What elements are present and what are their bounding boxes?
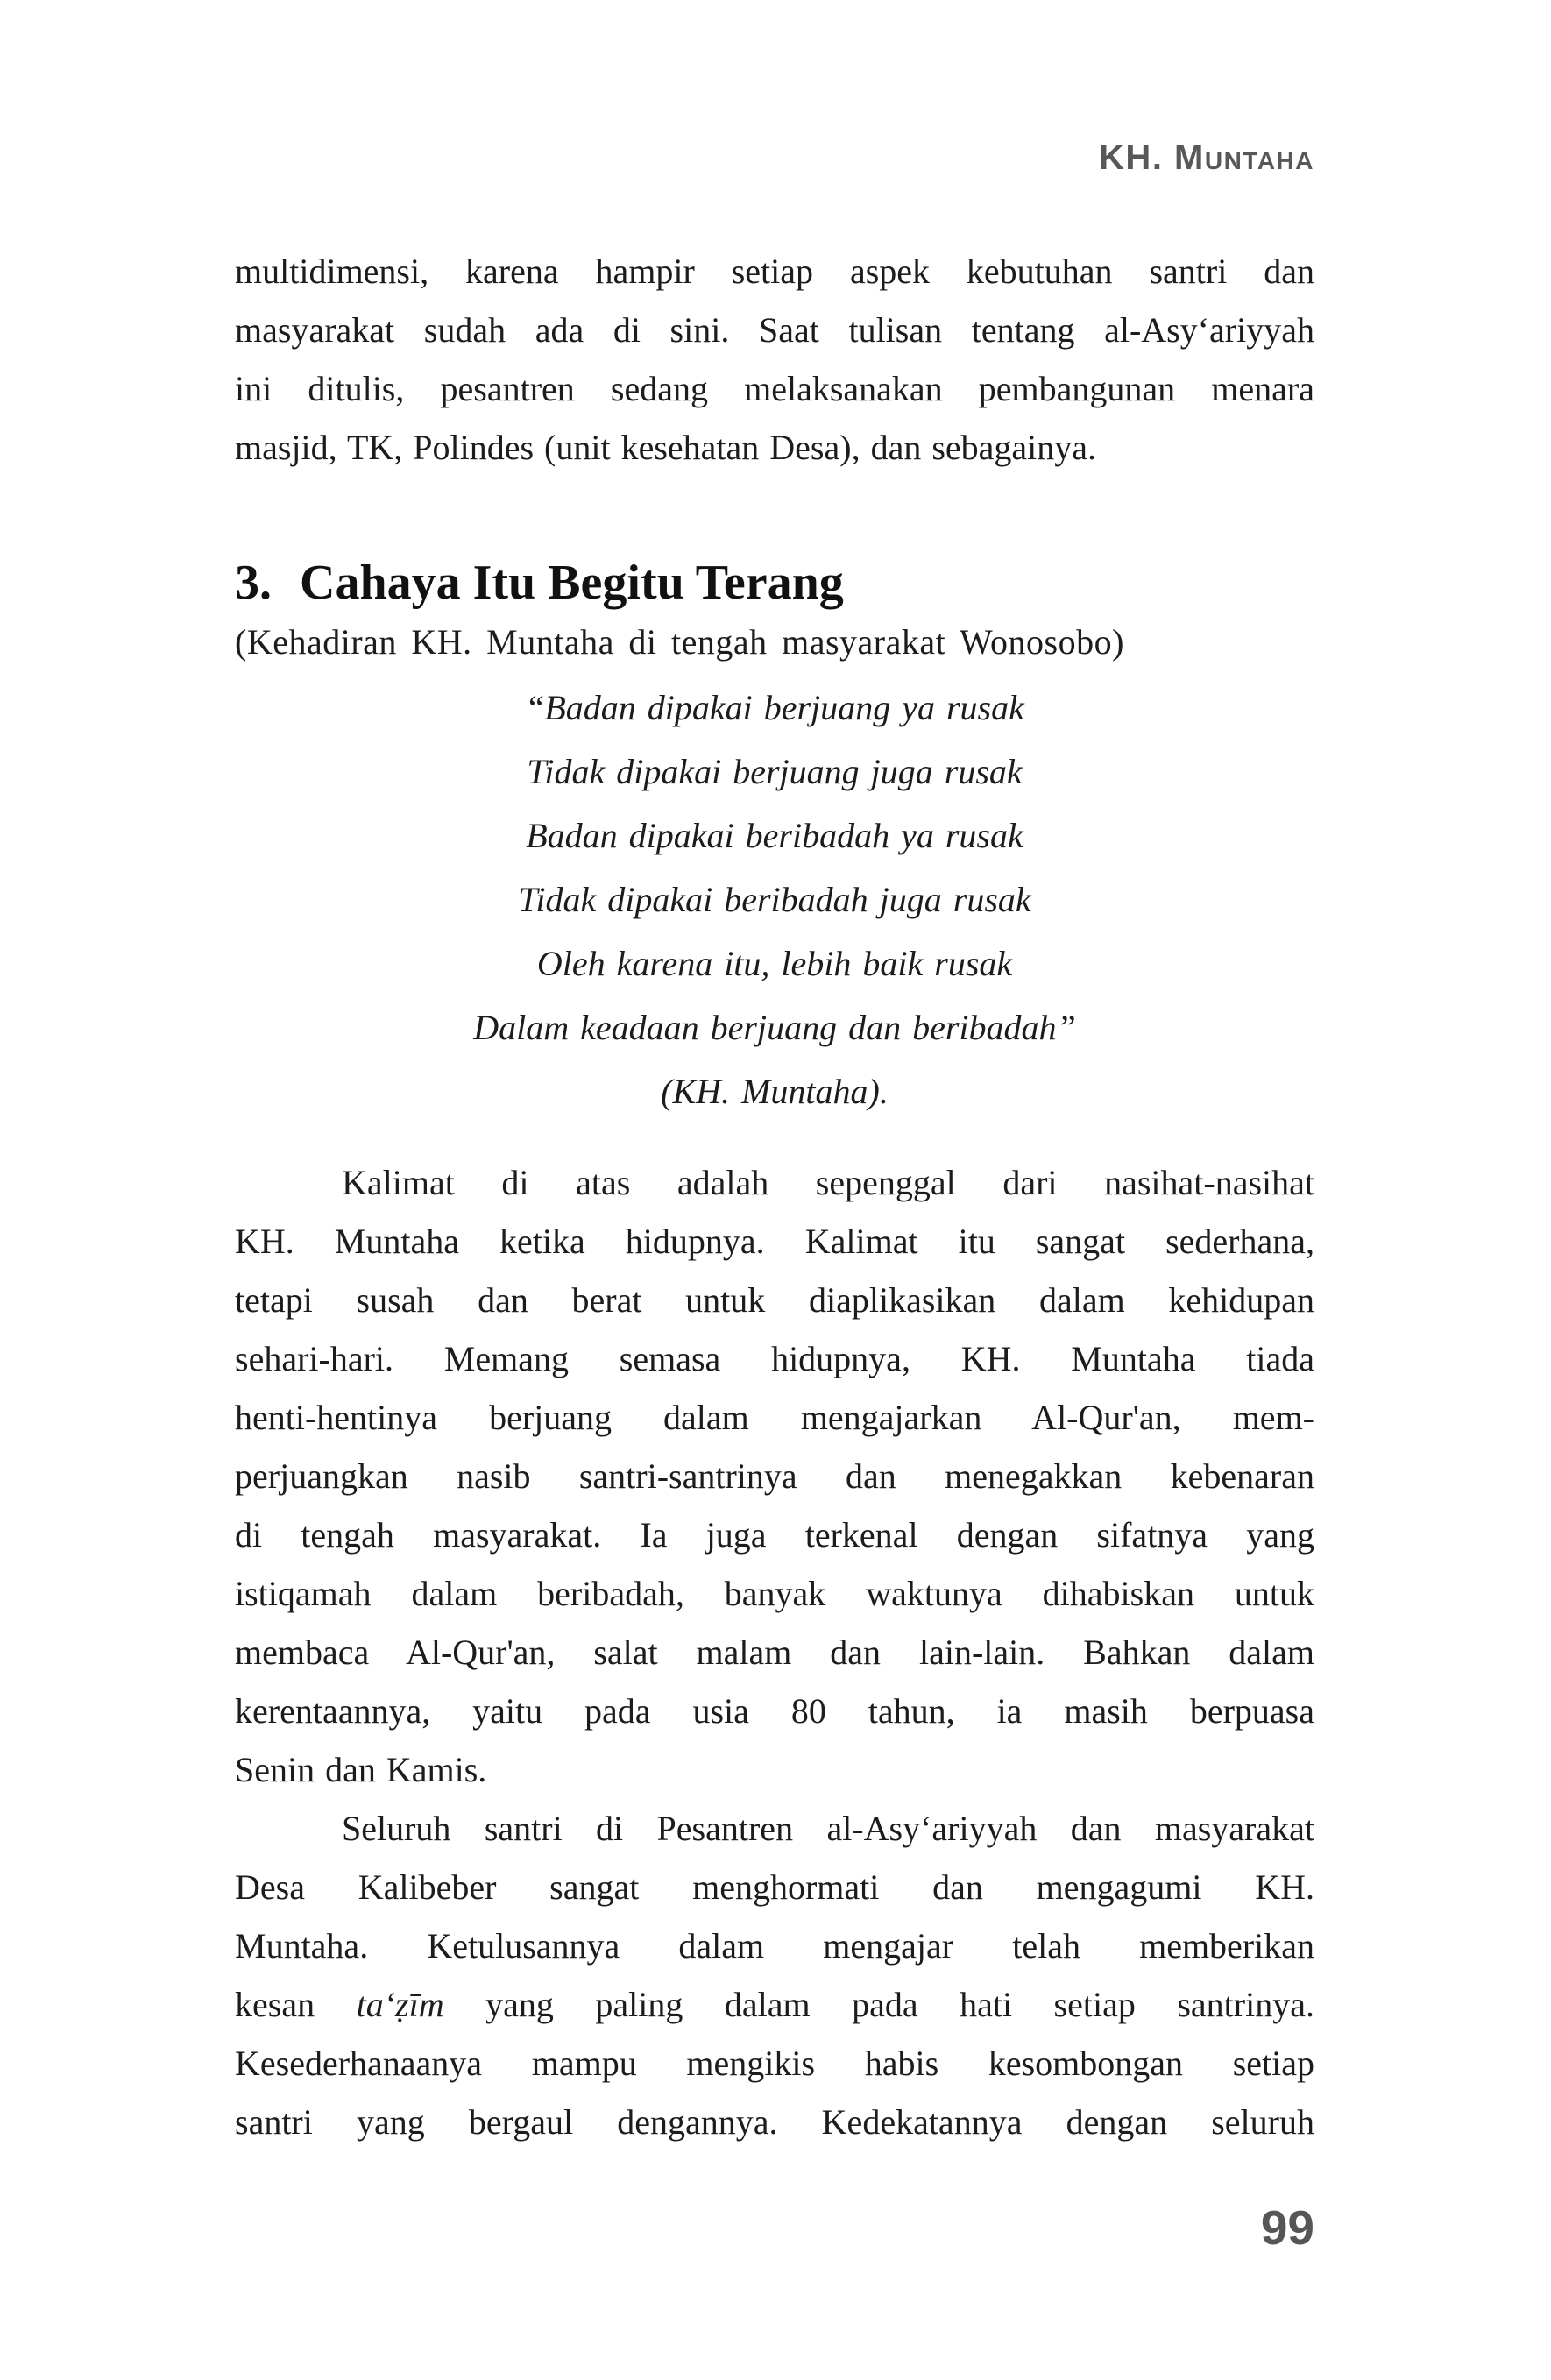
section-number: 3. xyxy=(235,556,272,610)
paragraph-2-line: istiqamah dalam beribadah, banyak waktunya dihabiskan untuk xyxy=(235,1574,1314,1613)
paragraph-3-line: Seluruh santri di Pesantren al-Asy‘ariyyah dan masyarakat xyxy=(342,1809,1314,1848)
paragraph-2-line: sehari-hari. Memang semasa hidupnya, KH. Muntaha tiada xyxy=(235,1339,1314,1378)
paragraph-2-line: tetapi susah dan berat untuk diaplikasikan dalam kehidupan xyxy=(235,1280,1314,1320)
running-header: KH. Muntaha xyxy=(1099,138,1314,177)
poem-line: Tidak dipakai beribadah juga rusak xyxy=(518,880,1031,919)
section-subtitle: (Kehadiran KH. Muntaha di tengah masyarakat Wonosobo) xyxy=(235,622,1124,662)
intro-paragraph-line: multidimensi, karena hampir setiap aspek kebutuhan santri dan xyxy=(235,251,1314,291)
poem-block xyxy=(235,676,1314,1123)
poem-line: “Badan dipakai berjuang ya rusak xyxy=(525,688,1024,727)
paragraph-3-line: santri yang bergaul dengannya. Kedekatannya dengan seluruh xyxy=(235,2102,1314,2142)
intro-paragraph-line: masjid, TK, Polindes (unit kesehatan Desa), dan sebagainya. xyxy=(235,428,1097,467)
body-paragraphs xyxy=(235,1153,1314,2151)
poem-line: Oleh karena itu, lebih baik rusak xyxy=(536,944,1013,983)
paragraph-2-line: Kalimat di atas adalah sepenggal dari nasihat-nasihat xyxy=(342,1163,1314,1202)
paragraph-2-line: kerentaannya, yaitu pada usia 80 tahun, ia masih berpuasa xyxy=(235,1691,1314,1731)
section-title: Cahaya Itu Begitu Terang xyxy=(300,556,844,610)
paragraph-3-line: Muntaha. Ketulusannya dalam mengajar telah memberikan xyxy=(235,1926,1314,1966)
paragraph-2-line: perjuangkan nasib santri-santrinya dan menegakkan kebenaran xyxy=(235,1456,1314,1496)
intro-paragraph-line: masyarakat sudah ada di sini. Saat tulisan tentang al-Asy‘ariyyah xyxy=(235,310,1314,350)
paragraph-3-line: kesan ta‘ẓīm yang paling dalam pada hati setiap santrinya. xyxy=(235,1985,1314,2024)
paragraph-2-line: henti-hentinya berjuang dalam mengajarkan Al-Qur'an, mem- xyxy=(235,1398,1314,1437)
paragraph-2 xyxy=(235,1153,1314,1799)
poem-line: (KH. Muntaha). xyxy=(661,1072,889,1111)
page-number: 99 xyxy=(1260,2200,1314,2255)
intro-paragraph xyxy=(235,242,1314,477)
poem-line: Badan dipakai beribadah ya rusak xyxy=(526,816,1023,855)
paragraph-3-line: Kesederhanaanya mampu mengikis habis kesombongan setiap xyxy=(235,2044,1314,2083)
paragraph-2-line: membaca Al-Qur'an, salat malam dan lain-lain. Bahkan dalam xyxy=(235,1633,1314,1672)
poem-line: Dalam keadaan berjuang dan beribadah” xyxy=(473,1008,1076,1047)
paragraph-2-line: di tengah masyarakat. Ia juga terkenal dengan sifatnya yang xyxy=(235,1515,1314,1555)
paragraph-3 xyxy=(235,1799,1314,2151)
paragraph-2-line: KH. Muntaha ketika hidupnya. Kalimat itu sangat sederhana, xyxy=(235,1222,1314,1261)
paragraph-2-line: Senin dan Kamis. xyxy=(235,1750,487,1789)
poem-line: Tidak dipakai berjuang juga rusak xyxy=(527,752,1023,791)
paragraph-3-line: Desa Kalibeber sangat menghormati dan mengagumi KH. xyxy=(235,1867,1314,1907)
intro-paragraph-line: ini ditulis, pesantren sedang melaksanakan pembangunan menara xyxy=(235,369,1314,408)
section-heading xyxy=(235,556,1314,609)
